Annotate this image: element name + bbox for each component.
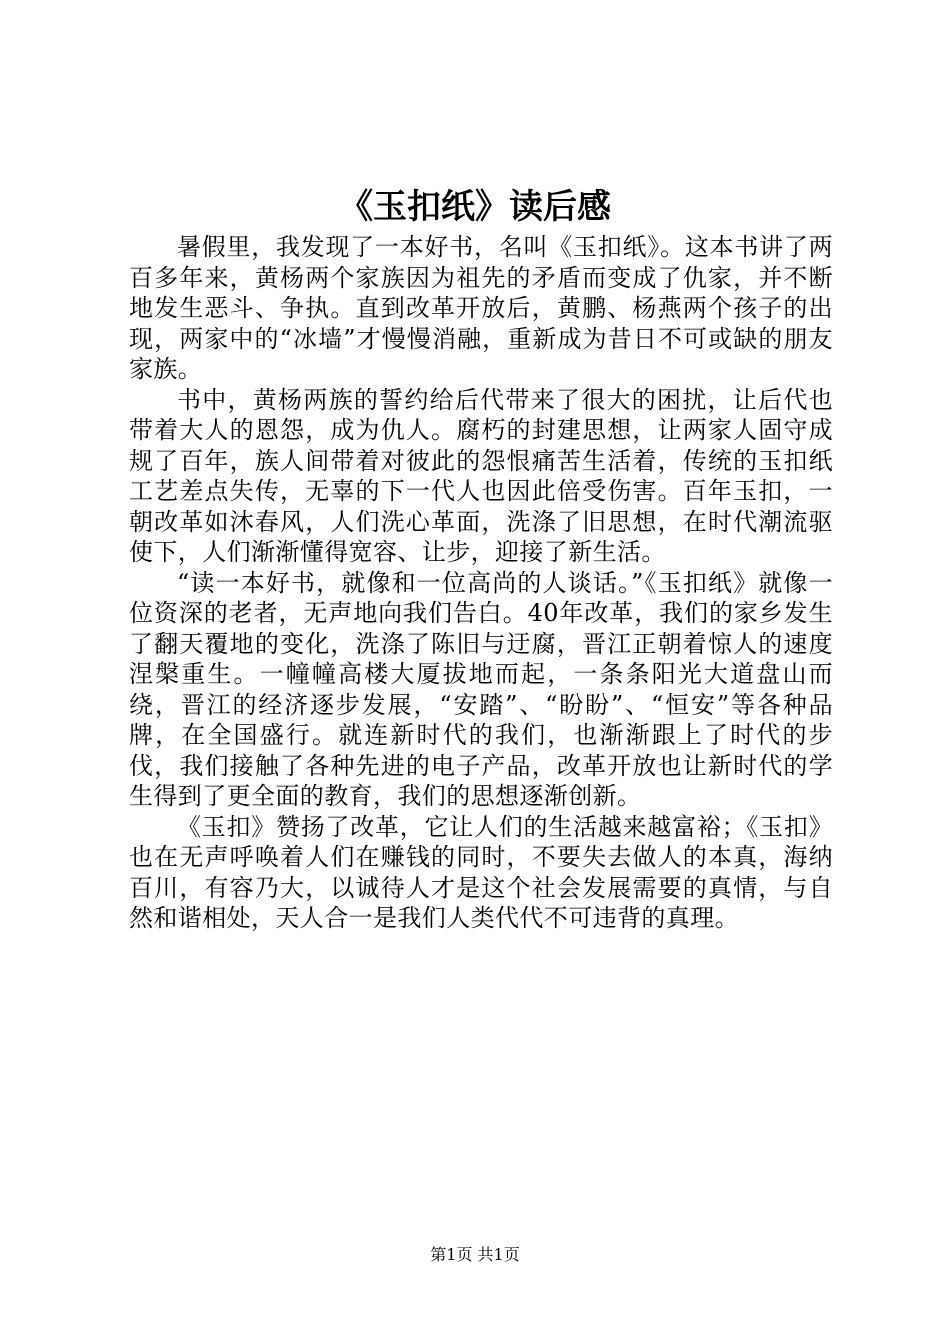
document-title: 《玉扣纸》读后感 (339, 187, 611, 227)
page-number-footer: 第1页 共1页 (430, 1245, 520, 1264)
paragraph-4: 《玉扣》赞扬了改革，它让人们的生活越来越富裕；《玉扣》也在无声呼唤着人们在赚钱的同时，不要失去做人的本真，海纳百川，有容乃大，以诚待人才是这个社会发展需要的真情，与自然和谐相处，天人合一是我们人类代代不可违背的真理。 (129, 812, 833, 932)
paragraph-3: “读一本好书，就像和一位高尚的人谈话。”《玉扣纸》就像一位资深的老者，无声地向我们告白。40年改革，我们的家乡发生了翻天覆地的变化，洗涤了陈旧与迂腐，晋江正朝着惊人的速度涅槃重生。一幢幢高楼大厦拔地而起，一条条阳光大道盘山而绕，晋江的经济逐步发展，“安踏”、“盼盼”、“恒安”等各种品牌，在全国盛行。就连新时代的我们，也渐渐跟上了时代的步伐，我们接触了各种先进的电子产品，改革开放也让新时代的学生得到了更全面的教育，我们的思想逐渐创新。 (129, 568, 833, 810)
paragraph-2: 书中，黄杨两族的誓约给后代带来了很大的困扰，让后代也带着大人的恩怨，成为仇人。腐朽的封建思想，让两家人固守成规了百年，族人间带着对彼此的怨恨痛苦生活着，传统的玉扣纸工艺差点失传，无辜的下一代人也因此倍受伤害。百年玉扣，一朝改革如沐春风，人们洗心革面，洗涤了旧思想，在时代潮流驱使下，人们渐渐懂得宽容、让步，迎接了新生活。 (129, 385, 833, 566)
paragraph-1: 暑假里，我发现了一本好书，名叫《玉扣纸》。这本书讲了两百多年来，黄杨两个家族因为祖先的矛盾而变成了仇家，并不断地发生恶斗、争执。直到改革开放后，黄鹏、杨燕两个孩子的出现，两家中的“冰墙”才慢慢消融，重新成为昔日不可或缺的朋友家族。 (129, 233, 833, 383)
document-body (129, 232, 833, 934)
